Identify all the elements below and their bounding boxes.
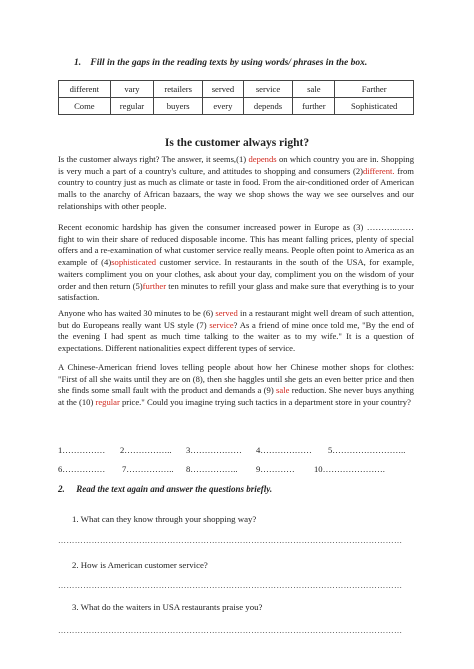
paragraph-text: Recent economic hardship has given the consumer increased power in Europe as (3) ………..…… fight to win their share of reduced disposable income. This has meant falling prices, plenty of special offers and a re-examination of what customer service really means. People often point to America as an example of (4) bbox=[58, 222, 414, 268]
blank-7[interactable]: 7…………….. bbox=[122, 464, 174, 474]
question-1: 1. What can they know through your shopping way? bbox=[72, 514, 257, 524]
answer-line-2[interactable]: …………………………………………………………………………………………………………… bbox=[58, 581, 403, 590]
filled-answer: sophisticated bbox=[111, 257, 157, 268]
paragraph-text: Anyone who has waited 30 minutes to be (6) bbox=[58, 308, 216, 318]
paragraph-text: ? As a friend of mine once told me, "By the end of the evening I had spent as much time talking to the waiter as to my wife." It is a question of expectations. Different nationalities expect different types of service. bbox=[58, 319, 414, 354]
task2-number: 2. bbox=[58, 484, 65, 494]
paragraph-text: reduction. She never buys anything at the (10) bbox=[58, 385, 414, 408]
blank-4[interactable]: 4……………… bbox=[256, 445, 312, 455]
word-cell: sale bbox=[293, 81, 335, 98]
word-cell: depends bbox=[243, 98, 293, 115]
blank-6[interactable]: 6…………… bbox=[58, 464, 106, 474]
paragraph-1 bbox=[58, 154, 414, 213]
blank-1[interactable]: 1…………… bbox=[58, 445, 106, 455]
task2-heading bbox=[58, 484, 272, 494]
word-cell: served bbox=[203, 81, 244, 98]
task2-instruction: Read the text again and answer the questions briefly. bbox=[76, 484, 273, 494]
word-cell: Farther bbox=[335, 81, 414, 98]
blank-5[interactable]: 5…………………….. bbox=[328, 445, 406, 455]
filled-answer: further bbox=[142, 280, 167, 291]
paragraph-text: customer service. In restaurants in the south of the USA, for example, waiters compliment you on your clothes, ask about your day, compliment you on the wisdom of your order and then return (5) bbox=[58, 257, 414, 291]
word-cell: service bbox=[243, 81, 293, 98]
word-cell: every bbox=[203, 98, 244, 115]
word-box bbox=[58, 80, 414, 115]
blanks-row-2 bbox=[58, 464, 418, 476]
word-cell: buyers bbox=[154, 98, 203, 115]
filled-answer: different. bbox=[363, 165, 395, 176]
paragraph-text: A Chinese-American friend loves telling people about how her Chinese mother shops for clothes: "First of all she waits until they are on (8), then she haggles until she gets an even better price and then she finds some small fault with the product and demands a (9) bbox=[58, 362, 414, 396]
word-box-row-2 bbox=[59, 98, 414, 115]
paragraph-2 bbox=[58, 222, 414, 304]
blank-10[interactable]: 10…………………. bbox=[314, 464, 385, 474]
question-3: 3. What do the waiters in USA restaurants praise you? bbox=[72, 602, 263, 612]
filled-answer: depends bbox=[248, 154, 277, 164]
word-cell: Sophisticated bbox=[335, 98, 414, 115]
word-cell: different bbox=[59, 81, 111, 98]
paragraph-3 bbox=[58, 308, 414, 355]
paragraph-text: Is the customer always right? The answer, it seems,(1) bbox=[58, 154, 249, 164]
blank-2[interactable]: 2…………….. bbox=[120, 445, 172, 455]
reading-title: Is the customer always right? bbox=[164, 137, 310, 149]
paragraph-text: on which country you are in. Shopping is very much a part of a country's culture, and attitudes to shopping and consumers (2) bbox=[58, 154, 414, 176]
filled-answer: sale bbox=[276, 385, 290, 396]
word-box-row-1 bbox=[59, 81, 414, 98]
paragraph-text: in a restaurant might well dream of such attention, but do Europeans really want US style (7) bbox=[58, 308, 414, 330]
filled-answer: service bbox=[209, 319, 234, 330]
paragraph-4 bbox=[58, 362, 414, 409]
filled-answer: regular bbox=[95, 397, 120, 408]
task1-instruction: Fill in the gaps in the reading texts by using words/ phrases in the box. bbox=[90, 58, 368, 68]
answer-line-3[interactable]: …………………………………………………………………………………………………………… bbox=[58, 626, 403, 635]
answer-line-1[interactable]: …………………………………………………………………………………………………………… bbox=[58, 536, 403, 545]
blanks-row-1 bbox=[58, 445, 418, 457]
blank-8[interactable]: 8…………….. bbox=[186, 464, 238, 474]
blank-9[interactable]: 9………… bbox=[256, 464, 295, 474]
word-cell: vary bbox=[110, 81, 154, 98]
word-cell: further bbox=[293, 98, 335, 115]
paragraph-text: from country to country just as much as climate or taste in food. From the air-conditioned order of American malls to the anarchy of African bazaars, the way we shop shows the way we see ourselves and our relationships with other people. bbox=[58, 165, 414, 211]
word-cell: regular bbox=[110, 98, 154, 115]
word-cell: retailers bbox=[154, 81, 203, 98]
task1-number: 1. bbox=[74, 58, 82, 68]
paragraph-text: price." Could you imagine trying such tactics in a department store in your country? bbox=[119, 397, 411, 408]
blank-3[interactable]: 3……………… bbox=[186, 445, 242, 455]
task1-heading bbox=[74, 58, 367, 68]
paragraph-text: ten minutes to refill your glass and make sure that everything is to your satisfaction. bbox=[58, 280, 414, 303]
word-cell: Come bbox=[59, 98, 111, 115]
filled-answer: served bbox=[215, 308, 238, 318]
question-2: 2. How is American customer service? bbox=[72, 560, 208, 570]
